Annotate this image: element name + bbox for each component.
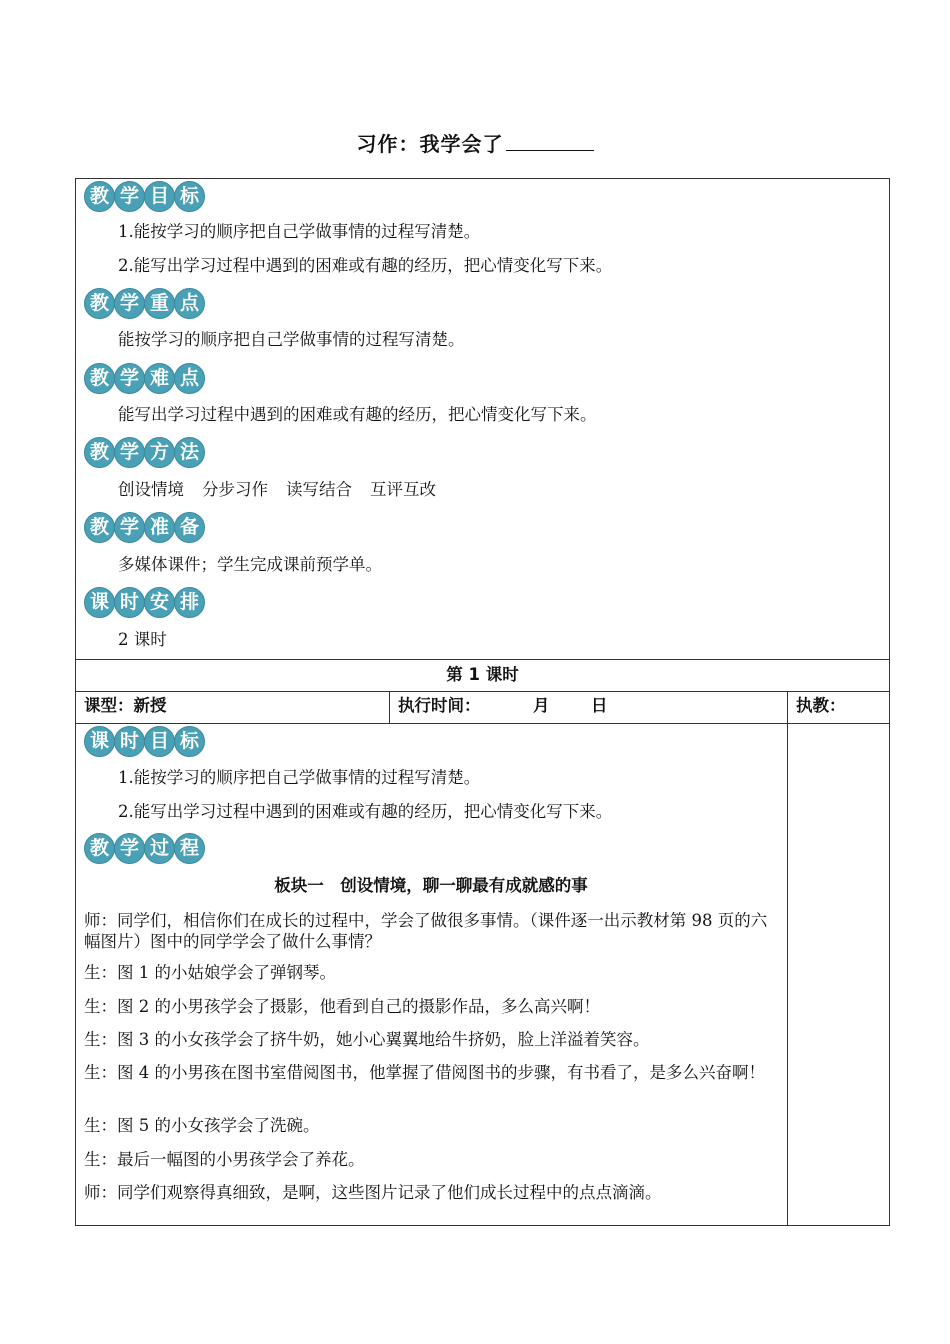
badge-lesson-goal: 课 时 目 标 [84,726,204,757]
col-divider-1 [389,691,390,723]
dialogue-line: 生：图 3 的小女孩学会了挤牛奶，她小心翼翼地给牛挤奶，脸上洋溢着笑容。 [84,1030,650,1049]
dialogue-line: 生：图 5 的小女孩学会了洗碗。 [84,1116,320,1135]
lesson-goal-line-1: 1.能按学习的顺序把自己学做事情的过程写清楚。 [118,768,481,787]
preparation-text: 多媒体课件；学生完成课前预学单。 [118,555,382,574]
exec-day: 日 [591,696,608,715]
schedule-text: 2 课时 [118,630,167,649]
teacher-label: 执教： [796,696,846,715]
dialogue-line: 生：图 1 的小姑娘学会了弹钢琴。 [84,963,336,982]
dialogue-line: 师：同学们观察得真细致，是啊，这些图片记录了他们成长过程中的点点滴滴。 [84,1183,662,1202]
badge-preparation: 教 学 准 备 [84,512,204,543]
dialogue-line: 师：同学们，相信你们在成长的过程中，学会了做很多事情。（课件逐一出示教材第 98 页的六幅图片）图中的同学学会了做什么事情？ [84,911,768,951]
badge-process: 教 学 过 程 [84,833,204,864]
method-item: 读写结合 [286,480,352,499]
method-item: 互评互改 [370,480,436,499]
row-divider-2 [75,691,890,692]
dialogue-line: 生：图 4 的小男孩在图书室借阅图书，他掌握了借阅图书的步骤，有书看了，是多么兴奋啊！ [84,1063,765,1082]
row-divider-3 [75,723,890,724]
row-divider-1 [75,659,890,660]
badge-teaching-goal: 教 学 目 标 [84,181,204,212]
exec-month: 月 [533,696,550,715]
col-divider-2 [787,691,788,1226]
lesson-type: 课型：新授 [84,696,167,715]
dialogue-line: 生：最后一幅图的小男孩学会了养花。 [84,1150,365,1169]
badge-method: 教 学 方 法 [84,437,204,468]
goal-line-2: 2.能写出学习过程中遇到的困难或有趣的经历，把心情变化写下来。 [118,256,613,275]
badge-schedule: 课 时 安 排 [84,587,204,618]
badge-difficulty: 教 学 难 点 [84,363,204,394]
method-item: 创设情境 [118,480,184,499]
page-title: 习作：我学会了 [0,128,950,157]
title-blank [506,132,594,151]
goal-line-1: 1.能按学习的顺序把自己学做事情的过程写清楚。 [118,222,481,241]
badge-key-point: 教 学 重 点 [84,288,204,319]
dialogue-line: 生：图 2 的小男孩学会了摄影，他看到自己的摄影作品，多么高兴啊！ [84,997,600,1016]
exec-time-label: 执行时间： [398,696,481,715]
method-list [118,480,436,500]
method-item: 分步习作 [202,480,268,499]
lesson-heading: 第 1 课时 [446,665,519,684]
lesson-goal-line-2: 2.能写出学习过程中遇到的困难或有趣的经历，把心情变化写下来。 [118,802,613,821]
key-point-text: 能按学习的顺序把自己学做事情的过程写清楚。 [118,330,465,349]
difficulty-text: 能写出学习过程中遇到的困难或有趣的经历，把心情变化写下来。 [118,405,597,424]
block-title: 板块一 创设情境，聊一聊最有成就感的事 [274,876,588,895]
